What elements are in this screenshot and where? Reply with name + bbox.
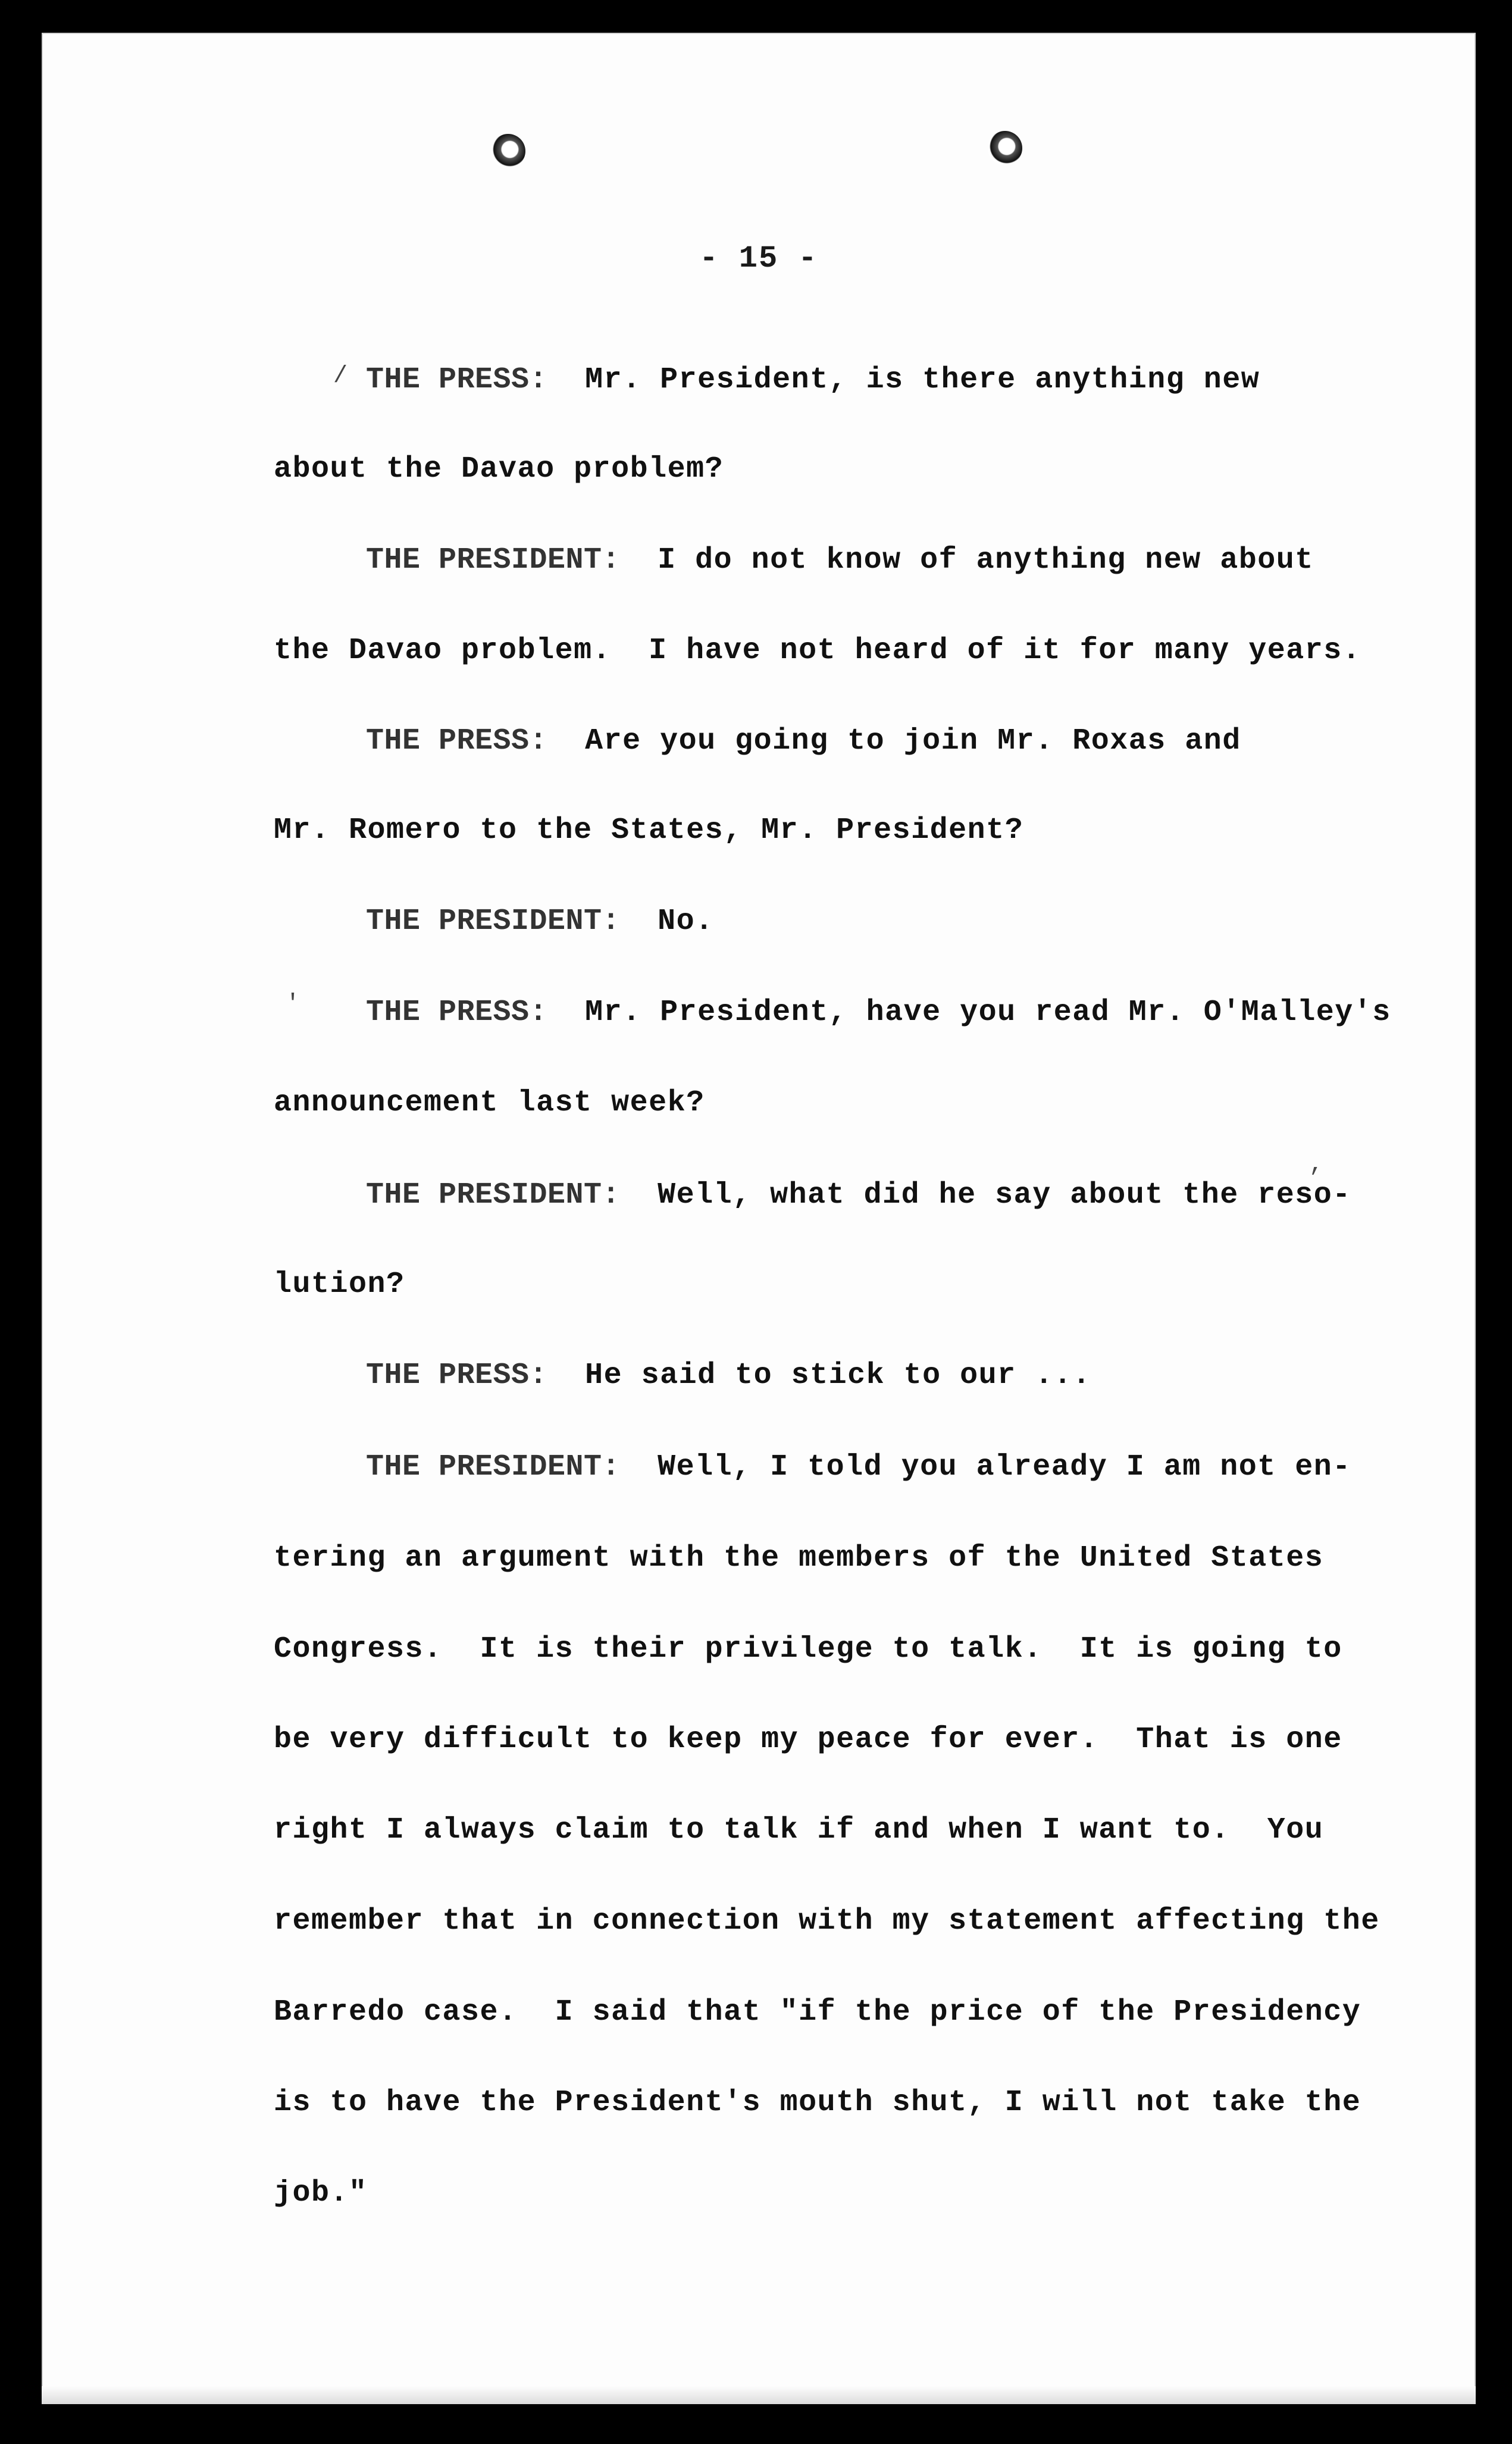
pencil-mark: ' [286, 991, 300, 1018]
transcript-line: Congress. It is their privilege to talk. It is going to [274, 1632, 1342, 1666]
punch-hole [491, 134, 525, 168]
transcript-line [366, 543, 1314, 577]
punch-hole [988, 131, 1022, 165]
speaker-label: THE PRESS: [366, 363, 548, 397]
transcript-line [366, 724, 1241, 758]
pencil-mark: / [333, 363, 348, 390]
utterance-text: Well, I told you already I am not en- [658, 1450, 1351, 1484]
pencil-mark: , [1309, 1151, 1324, 1178]
transcript-line: be very difficult to keep my peace for ever. That is one [274, 1723, 1342, 1757]
transcript-line: Mr. Romero to the States, Mr. President? [274, 813, 1024, 847]
transcript-line: the Davao problem. I have not heard of it for many years. [274, 634, 1361, 668]
utterance-text: Mr. President, is there anything new [585, 363, 1260, 397]
utterance-text: He said to stick to our ... [585, 1359, 1091, 1392]
speaker-label: THE PRESS: [366, 724, 548, 758]
transcript-line: remember that in connection with my statement affecting the [274, 1904, 1380, 1938]
utterance-text: I do not know of anything new about [658, 543, 1314, 577]
transcript-line [366, 905, 714, 938]
transcript-line: Barredo case. I said that "if the price of the Presidency [274, 1995, 1361, 2029]
speaker-label: THE PRESS: [366, 996, 548, 1029]
transcript-line: announcement last week? [274, 1086, 705, 1120]
utterance-text: Mr. President, have you read Mr. O'Malley's [585, 996, 1391, 1029]
utterance-text: No. [658, 905, 714, 938]
transcript-line: lution? [274, 1268, 405, 1301]
speaker-label: THE PRESIDENT: [366, 543, 621, 577]
speaker-label: THE PRESIDENT: [366, 1450, 621, 1484]
transcript-line [366, 996, 1391, 1029]
transcript-line [366, 1359, 1091, 1392]
transcript-line: about the Davao problem? [274, 452, 724, 486]
transcript-line [366, 363, 1260, 397]
transcript-line: tering an argument with the members of the United States [274, 1541, 1324, 1575]
utterance-text: Are you going to join Mr. Roxas and [585, 724, 1241, 758]
document-page [42, 33, 1476, 2404]
transcript-line [366, 1450, 1351, 1484]
utterance-text: Well, what did he say about the reso- [658, 1178, 1351, 1212]
transcript-line [366, 1178, 1351, 1212]
speaker-label: THE PRESIDENT: [366, 1178, 621, 1212]
page-edge [42, 2386, 1476, 2404]
speaker-label: THE PRESS: [366, 1359, 548, 1392]
transcript-line: is to have the President's mouth shut, I will not take the [274, 2086, 1361, 2120]
speaker-label: THE PRESIDENT: [366, 905, 621, 938]
transcript-line: right I always claim to talk if and when I want to. You [274, 1813, 1324, 1847]
page-number: - 15 - [699, 241, 818, 276]
transcript-line: job." [274, 2176, 368, 2210]
